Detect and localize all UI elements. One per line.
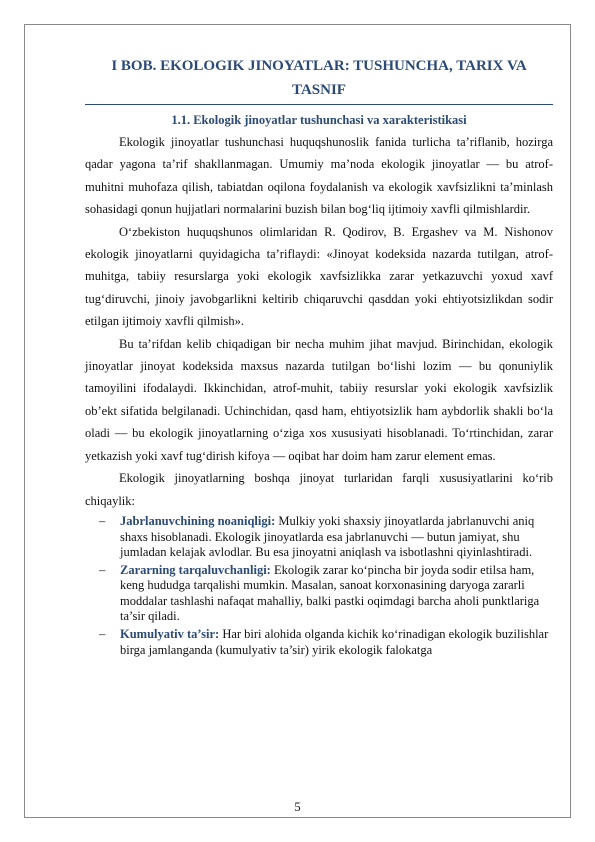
list-item-term: Zararning tarqaluvchanligi: bbox=[120, 562, 271, 577]
page-number: 5 bbox=[294, 800, 301, 814]
list-item-text: Mulkiy yoki shaxsiy jinoyatlarda jabrlanuvchi aniq shaxs hisoblanadi. Ekologik jinoyatlarda esa jabrlanuvchi — butun jamiyat, shu jumladan kelajak avlodlar. Bu esa jinoyatni aniqlash va isbotlashni qiyinlashtiradi. bbox=[120, 513, 535, 560]
paragraph: O‘zbekiston huquqshunos olimlaridan R. Qodirov, B. Ergashev va M. Nishonov ekologik jinoyatlarni quyidagicha ta’riflaydi: «Jinoyat kodeksida nazarda tutilgan, atrof-muhitga, tabiiy resurslarga yoki ekologik xavfsizlikka zarar yetkazuvchi yoxud xavf tug‘diruvchi, jinoiy javobgarlikni keltirib chiqaruvchi qasddan yoki ehtiyotsizlikdan sodir etilgan ijtimoiy xavfli qilmish». bbox=[85, 224, 553, 329]
dash-bullet: – bbox=[99, 627, 106, 642]
list-item bbox=[85, 625, 553, 658]
list-item bbox=[85, 512, 553, 561]
dash-bullet: – bbox=[99, 562, 106, 577]
document-body bbox=[85, 54, 553, 658]
paragraph: Bu ta’rifdan kelib chiqadigan bir necha muhim jihat mavjud. Birinchidan, ekologik jinoyatlar jinoyat kodeksida maxsus nazarda tutilgan bo‘lishi lozim — bu qonuniylik tamoyilini ifodalaydi. Ikkinchidan, atrof-muhit, tabiiy resurslar yoki ekologik xavfsizlik ob’ekt sifatida belgilanadi. Uchinchidan, qasd ham, ehtiyotsizlik ham aybdorlik shakli bo‘la oladi — bu ekologik jinoyatlarning o‘ziga xos xususiyati hisoblanadi. To‘rtinchidan, zarar yetkazish yoki xavf tug‘dirish kifoya — oqibat har doim ham zarur element emas. bbox=[85, 336, 553, 463]
list-item-text: Ekologik zarar ko‘pincha bir joyda sodir etilsa ham, keng hududga tarqalishi mumkin. Masalan, sanoat korxonasining daryoga zararli moddalar tashlashi nafaqat mahalliy, balki pastki oqimdagi barcha aholi punktlariga ta’sir qiladi. bbox=[120, 562, 540, 624]
section-title: 1.1. Ekologik jinoyatlar tushunchasi va xarakteristikasi bbox=[171, 113, 467, 127]
list-item-term: Kumulyativ ta’sir: bbox=[120, 627, 220, 642]
list-item-term: Jabrlanuvchining noaniqligi: bbox=[120, 513, 276, 528]
paragraph: Ekologik jinoyatlar tushunchasi huquqshunoslik fanida turlicha ta’riflanib, hozirga qadar yagona ta’rif shakllanmagan. Umumiy ma’noda ekologik jinoyatlar — bu atrof-muhitni muhofaza qilish, tabiatdan oqilona foydalanish va ekologik xavfsizlikni ta’minlash sohasidagi qonun hujjatlari normalarini buzish bilan bog‘liq ijtimoiy xavfli qilmishlardir. bbox=[85, 135, 553, 217]
paragraph: Ekologik jinoyatlarning boshqa jinoyat turlaridan farqli xususiyatlarini ko‘rib chiqaylik: bbox=[85, 471, 553, 508]
chapter-title: I BOB. EKOLOGIK JINOYATLAR: TUSHUNCHA, TARIX VA TASNIF bbox=[85, 54, 553, 105]
features-list bbox=[85, 512, 553, 658]
list-item bbox=[85, 561, 553, 625]
dash-bullet: – bbox=[99, 513, 106, 528]
list-item-text: Har biri alohida olganda kichik ko‘rinadigan ekologik buzilishlar birga jamlanganda (kumulyativ ta’sir) yirik ekologik falokatga bbox=[120, 627, 549, 657]
